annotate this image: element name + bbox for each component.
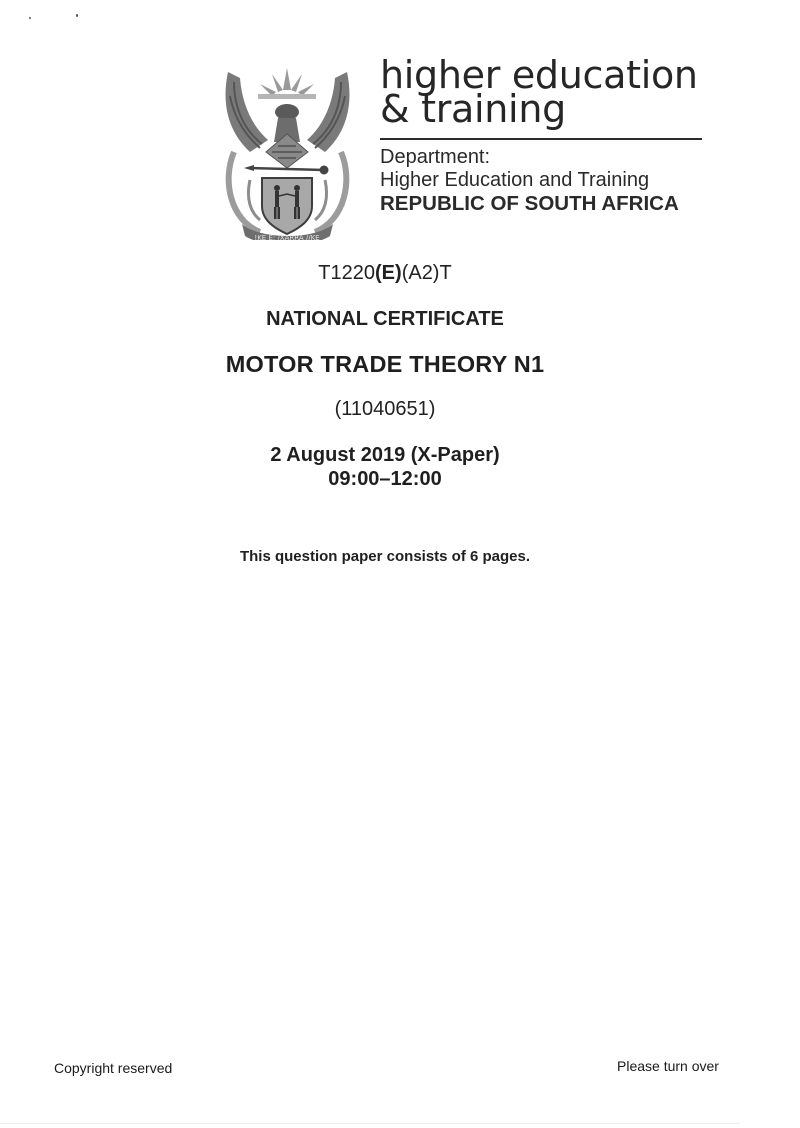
- brand-line-2: & training: [380, 87, 566, 131]
- certificate-title: NATIONAL CERTIFICATE: [266, 308, 504, 330]
- subject-code: (11040651): [334, 398, 436, 420]
- scan-speck: [29, 17, 31, 19]
- department-brand: [380, 53, 705, 215]
- svg-text:!KE E: /XARRA //KE: !KE E: /XARRA //KE: [254, 234, 320, 240]
- paper-code-suffix: (A2)T: [401, 262, 452, 284]
- page-count-note: This question paper consists of 6 pages.: [239, 548, 531, 565]
- coat-of-arms-emblem: [220, 60, 355, 240]
- country-name: REPUBLIC OF SOUTH AFRICA: [380, 192, 679, 215]
- exam-time: 09:00–12:00: [328, 468, 442, 490]
- exam-date: 2 August 2019 (X-Paper): [270, 444, 500, 466]
- copyright-notice: Copyright reserved: [54, 1060, 173, 1076]
- turn-over-notice: Please turn over: [617, 1058, 719, 1074]
- department-label: Department:: [380, 146, 491, 168]
- brand-divider: [380, 138, 702, 140]
- scan-speck: [76, 14, 78, 17]
- paper-code: [0, 262, 770, 285]
- subject-title: MOTOR TRADE THEORY N1: [225, 351, 545, 377]
- paper-code-prefix: T1220: [318, 262, 376, 284]
- page-bottom-edge: [0, 1123, 740, 1124]
- paper-code-language: (E): [375, 262, 402, 284]
- brand-line-1: higher education: [380, 53, 698, 97]
- department-name: Higher Education and Training: [380, 169, 650, 191]
